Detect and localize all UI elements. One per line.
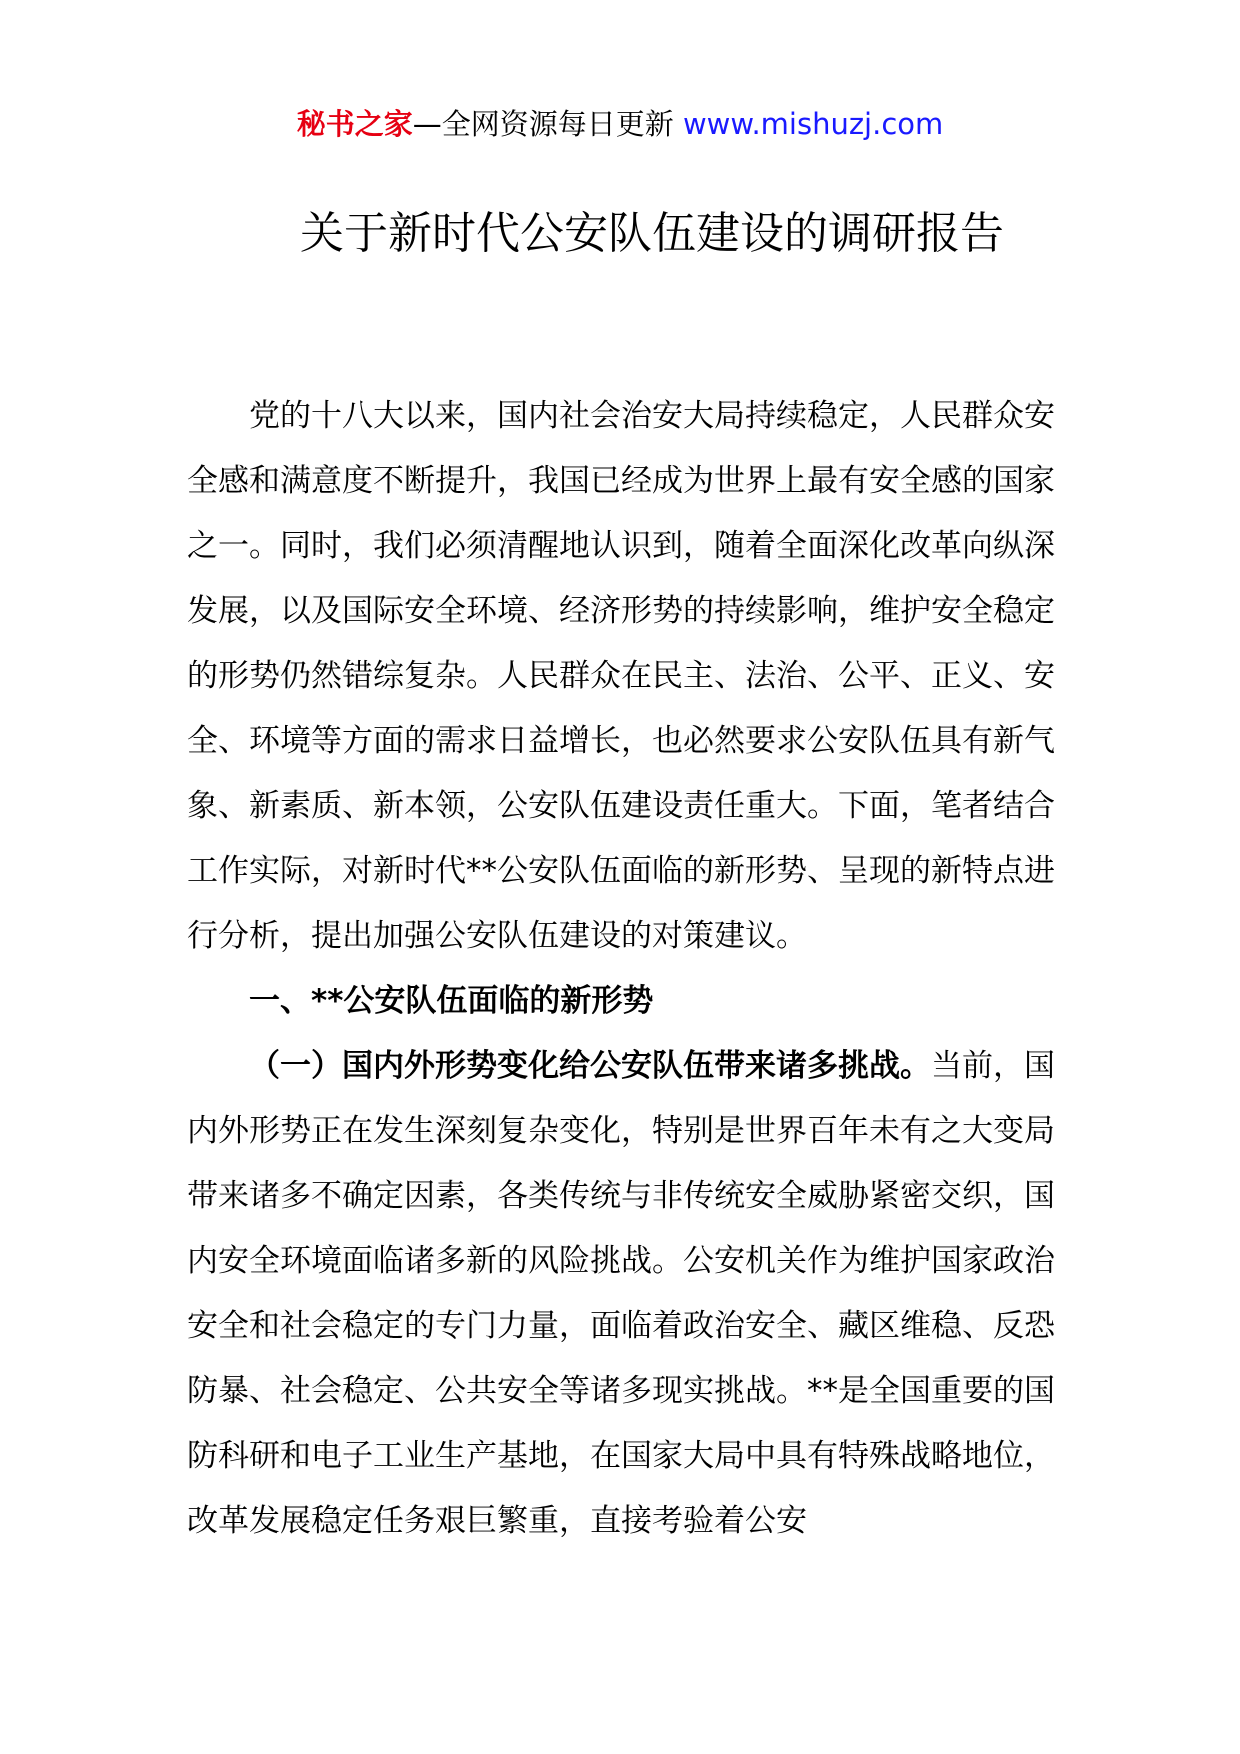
subsection-paragraph	[187, 1034, 1063, 1554]
section-heading: 一、**公安队伍面临的新形势	[249, 983, 654, 1019]
site-banner	[0, 104, 1240, 144]
document-title: 关于新时代公安队伍建设的调研报告	[300, 208, 1004, 259]
brand-name: 秘书之家	[296, 107, 413, 141]
intro-paragraph: 党的十八大以来，国内社会治安大局持续稳定，人民群众安全感和满意度不断提升，我国已经成为世界上最有安全感的国家之一。同时，我们必须清醒地认识到，随着全面深化改革向纵深发展，以及国际安全环境、经济形势的持续影响，维护安全稳定的形势仍然错综复杂。人民群众在民主、法治、公平、正义、安全、环境等方面的需求日益增长，也必然要求公安队伍具有新气象、新素质、新本领，公安队伍建设责任重大。下面，笔者结合工作实际，对新时代**公安队伍面临的新形势、呈现的新特点进行分析，提出加强公安队伍建设的对策建议。	[187, 398, 1055, 954]
site-url-link[interactable]: www.mishuzj.com	[682, 107, 944, 141]
document-body	[187, 384, 1063, 1554]
banner-tagline: —全网资源每日更新	[412, 107, 683, 141]
subsection-text: 当前，国内外形势正在发生深刻复杂变化，特别是世界百年未有之大变局带来诸多不确定因素，各类传统与非传统安全威胁紧密交织，国内安全环境面临诸多新的风险挑战。公安机关作为维护国家政治安全和社会稳定的专门力量，面临着政治安全、藏区维稳、反恐防暴、社会稳定、公共安全等诸多现实挑战。**是全国重要的国防科研和电子工业生产基地，在国家大局中具有特殊战略地位，改革发展稳定任务艰巨繁重，直接考验着公安	[187, 1048, 1055, 1539]
subsection-lead: （一）国内外形势变化给公安队伍带来诸多挑战。	[249, 1048, 931, 1084]
